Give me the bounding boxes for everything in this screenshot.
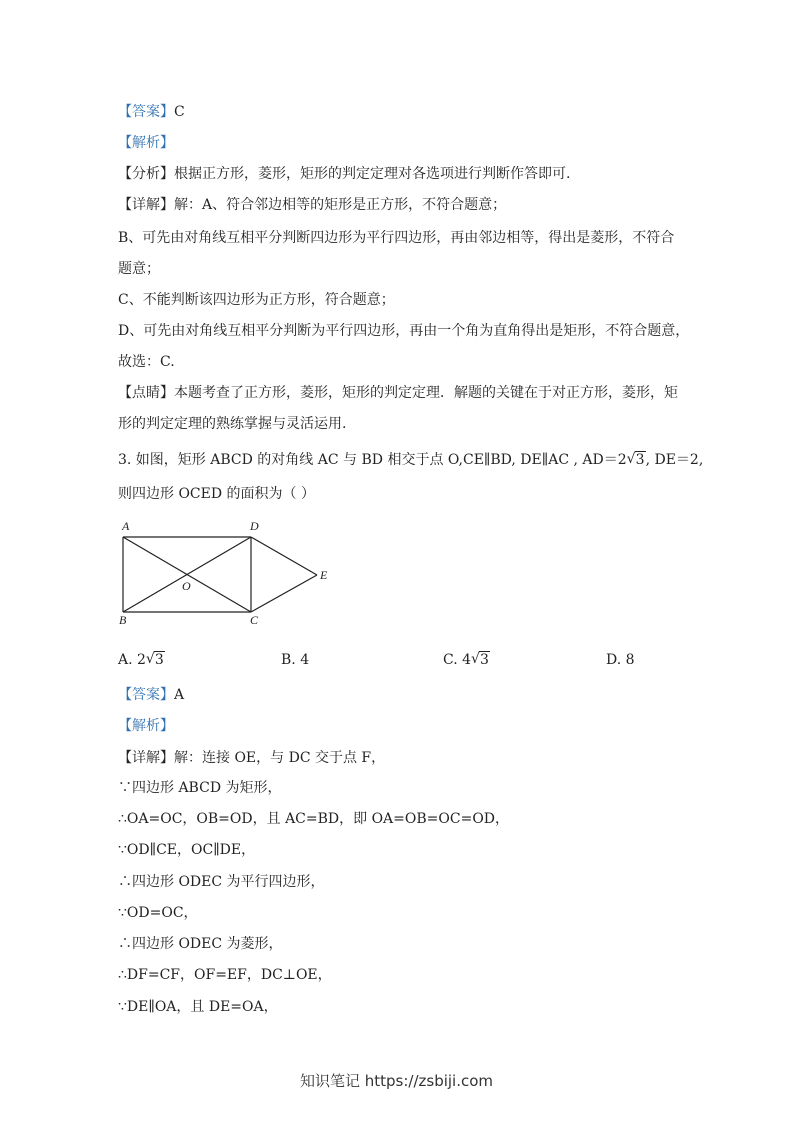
stem-text-b: , DE＝2,	[645, 452, 704, 468]
footer-watermark: 知识笔记 https://zsbiji.com	[299, 1072, 494, 1090]
dianjing-line-1: 本题考查了正方形，菱形，矩形的判定定理．解题的关键在于对正方形，菱形，矩	[174, 385, 678, 401]
fenxi-tag: 【分析】	[118, 166, 174, 182]
q3-stem-line-2: 则四边形 OCED 的面积为（ ）	[118, 486, 315, 502]
option-a-prefix: A. 2	[118, 652, 146, 668]
q3-step: ∵四边形 ABCD 为矩形，	[118, 780, 282, 796]
q2-answer	[118, 102, 185, 122]
label-b: B	[119, 613, 127, 627]
option-c-radicand: 3	[480, 652, 489, 668]
q3-step: ∴四边形 ODEC 为菱形，	[118, 936, 283, 952]
sqrt-radicand: 3	[635, 452, 645, 468]
answer-value: C	[174, 104, 185, 120]
detail-tag: 【详解】	[118, 750, 174, 766]
option-b-prefix: B. 4	[281, 652, 310, 668]
q2-dianjing	[118, 383, 678, 403]
sqrt-symbol	[471, 650, 490, 670]
stem-text-a: 3. 如图，矩形 ABCD 的对角线 AC 与 BD 相交于点 O,CE∥BD, DE∥AC , AD＝2	[118, 452, 627, 468]
geometry-figure	[110, 515, 350, 630]
fenxi-text: 根据正方形，菱形，矩形的判定定理对各选项进行判断作答即可.	[174, 166, 571, 182]
q2-fenxi	[118, 164, 570, 184]
label-a: A	[122, 519, 130, 533]
q2-dianjing-line-2: 形的判定定理的熟练掌握与灵活运用.	[118, 416, 347, 432]
segment-ce	[251, 575, 317, 612]
answer-tag: 【答案】	[118, 687, 174, 703]
q3-detail	[118, 748, 385, 768]
sqrt-symbol	[146, 650, 165, 670]
option-a	[118, 650, 165, 670]
option-b	[281, 650, 309, 670]
q2-detail-line-3: 题意；	[118, 261, 160, 277]
q3-answer	[118, 685, 184, 705]
label-c: C	[250, 613, 259, 627]
q3-step: ∴DF=CF，OF=EF，DC⊥OE，	[118, 967, 332, 983]
q2-detail-line-5: D、可先由对角线互相平分判断为平行四边形，再由一个角为直角得出是矩形，不符合题意，	[118, 323, 690, 339]
q3-stem-line-1	[118, 450, 703, 470]
option-a-radicand: 3	[154, 652, 164, 668]
answer-tag: 【答案】	[118, 104, 174, 120]
label-e: E	[320, 568, 328, 582]
dianjing-tag: 【点睛】	[118, 385, 174, 401]
label-d: D	[250, 519, 259, 533]
option-d	[606, 650, 635, 670]
q2-analysis-tag: 【解析】	[118, 135, 174, 151]
q2-detail-line-4: C、不能判断该四边形为正方形，符合题意；	[118, 292, 395, 308]
q2-detail-line-2: B、可先由对角线互相平分判断四边形为平行四边形，再由邻边相等，得出是菱形，不符合	[118, 230, 675, 246]
option-d-prefix: D. 8	[606, 652, 635, 668]
q3-step: ∵DE∥OA，且 DE=OA，	[118, 999, 278, 1015]
q3-step: ∴OA=OC，OB=OD，且 AC=BD，即 OA=OB=OC=OD，	[118, 811, 510, 827]
option-c	[443, 650, 490, 670]
q2-detail	[118, 195, 506, 215]
sqrt-symbol	[627, 450, 646, 470]
detail-line-1: 解：连接 OE，与 DC 交于点 F，	[174, 750, 386, 766]
option-c-prefix: C. 4	[443, 652, 472, 668]
q3-analysis-tag: 【解析】	[118, 718, 174, 734]
detail-tag: 【详解】	[118, 197, 174, 213]
q2-detail-line-6: 故选：C.	[118, 354, 175, 370]
q3-step: ∴四边形 ODEC 为平行四边形，	[118, 874, 325, 890]
detail-line-1: 解：A、符合邻边相等的矩形是正方形，不符合题意；	[174, 197, 507, 213]
segment-de	[251, 537, 317, 575]
q3-step: ∵OD=OC，	[118, 905, 198, 921]
q3-step: ∵OD∥CE，OC∥DE，	[118, 842, 256, 858]
label-o: O	[182, 579, 191, 593]
answer-value: A	[174, 687, 185, 703]
